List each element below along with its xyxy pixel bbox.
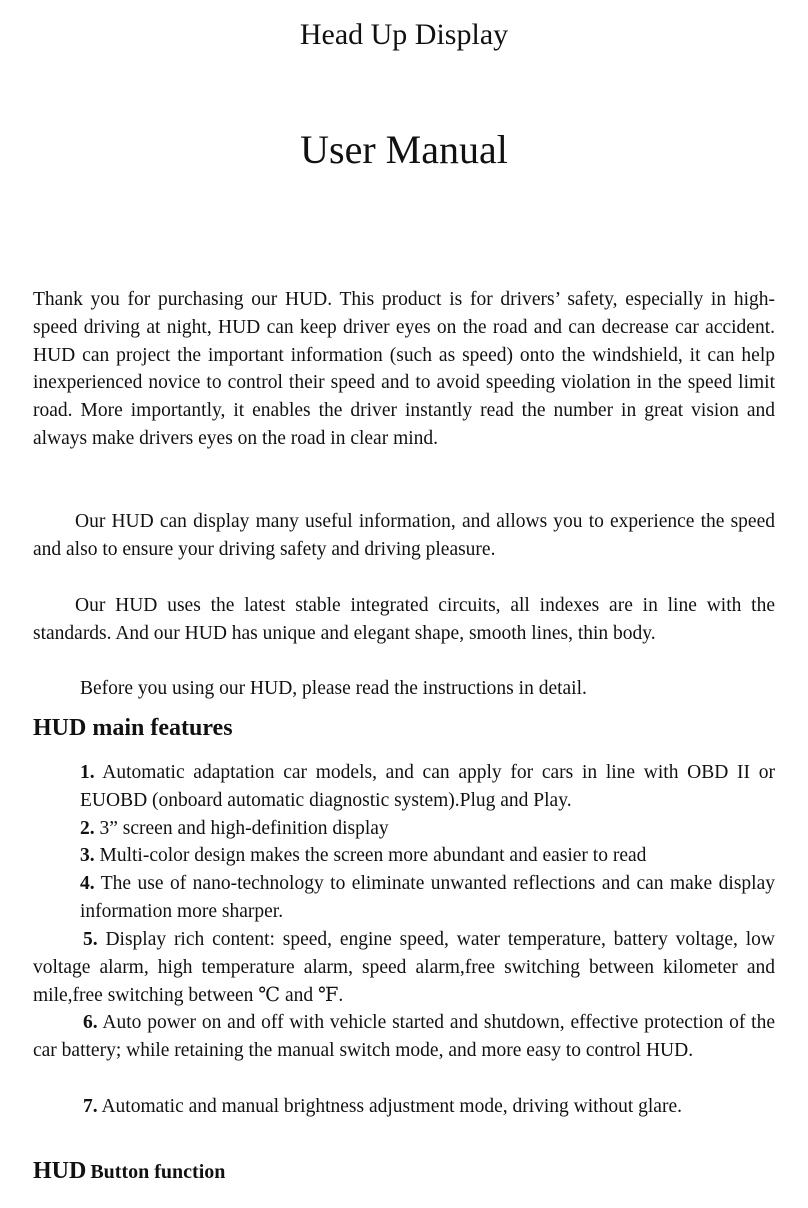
feature-text: Multi-color design makes the screen more abundant and easier to read bbox=[99, 845, 647, 866]
feature-item-6 bbox=[33, 1009, 775, 1065]
button-heading-text: Button function bbox=[90, 1161, 226, 1183]
feature-item-5 bbox=[33, 926, 775, 1009]
feature-number: 4. bbox=[80, 873, 95, 894]
feature-text: Display rich content: speed, engine speed, water temperature, battery voltage, low voltage alarm, high temperature alarm, speed alarm,free switching between kilometer and mile,free switching between ℃ and ℉. bbox=[33, 929, 775, 1006]
feature-number: 7. bbox=[83, 1096, 98, 1117]
intro-paragraph-4: Before you using our HUD, please read the instructions in detail. bbox=[80, 678, 587, 699]
feature-item-2 bbox=[80, 815, 775, 843]
feature-text: 3” screen and high-definition display bbox=[99, 818, 389, 839]
document-title: User Manual bbox=[300, 127, 508, 172]
feature-number: 2. bbox=[80, 818, 95, 839]
intro-paragraph-1: Thank you for purchasing our HUD. This product is for drivers’ safety, especially in high-speed driving at night, HUD can keep driver eyes on the road and can decrease car accident. HUD can project the important information (such as speed) onto the windshield, it can help inexperienced novice to control their speed and to avoid speeding violation in the speed limit road. More importantly, it enables the driver instantly read the number in great vision and always make drivers eyes on the road in clear mind. bbox=[33, 289, 775, 449]
feature-number: 1. bbox=[80, 762, 95, 783]
feature-item-4 bbox=[80, 870, 775, 926]
intro-paragraph-2: Our HUD can display many useful information, and allows you to experience the speed and also to ensure your driving safety and driving pleasure. bbox=[33, 511, 775, 560]
feature-text: Automatic and manual brightness adjustment mode, driving without glare. bbox=[101, 1096, 682, 1117]
feature-item-3 bbox=[80, 842, 775, 870]
feature-item-7 bbox=[33, 1093, 775, 1121]
button-function-heading bbox=[33, 1158, 225, 1185]
feature-text: The use of nano-technology to eliminate unwanted reflections and can make display information more sharper. bbox=[80, 873, 775, 922]
feature-text: Automatic adaptation car models, and can apply for cars in line with OBD II or EUOBD (onboard automatic diagnostic system).Plug and Play. bbox=[80, 762, 775, 811]
feature-item-1 bbox=[80, 759, 775, 815]
feature-number: 6. bbox=[83, 1012, 98, 1033]
intro-paragraph-3: Our HUD uses the latest stable integrated circuits, all indexes are in line with the standards. And our HUD has unique and elegant shape, smooth lines, thin body. bbox=[33, 595, 775, 644]
feature-number: 5. bbox=[83, 929, 98, 950]
document-subtitle: Head Up Display bbox=[299, 18, 509, 51]
feature-text: Auto power on and off with vehicle started and shutdown, effective protection of the car battery; while retaining the manual switch mode, and more easy to control HUD. bbox=[33, 1012, 775, 1061]
features-heading: HUD main features bbox=[33, 715, 233, 741]
feature-number: 3. bbox=[80, 845, 95, 866]
button-heading-hud: HUD bbox=[33, 1158, 87, 1184]
